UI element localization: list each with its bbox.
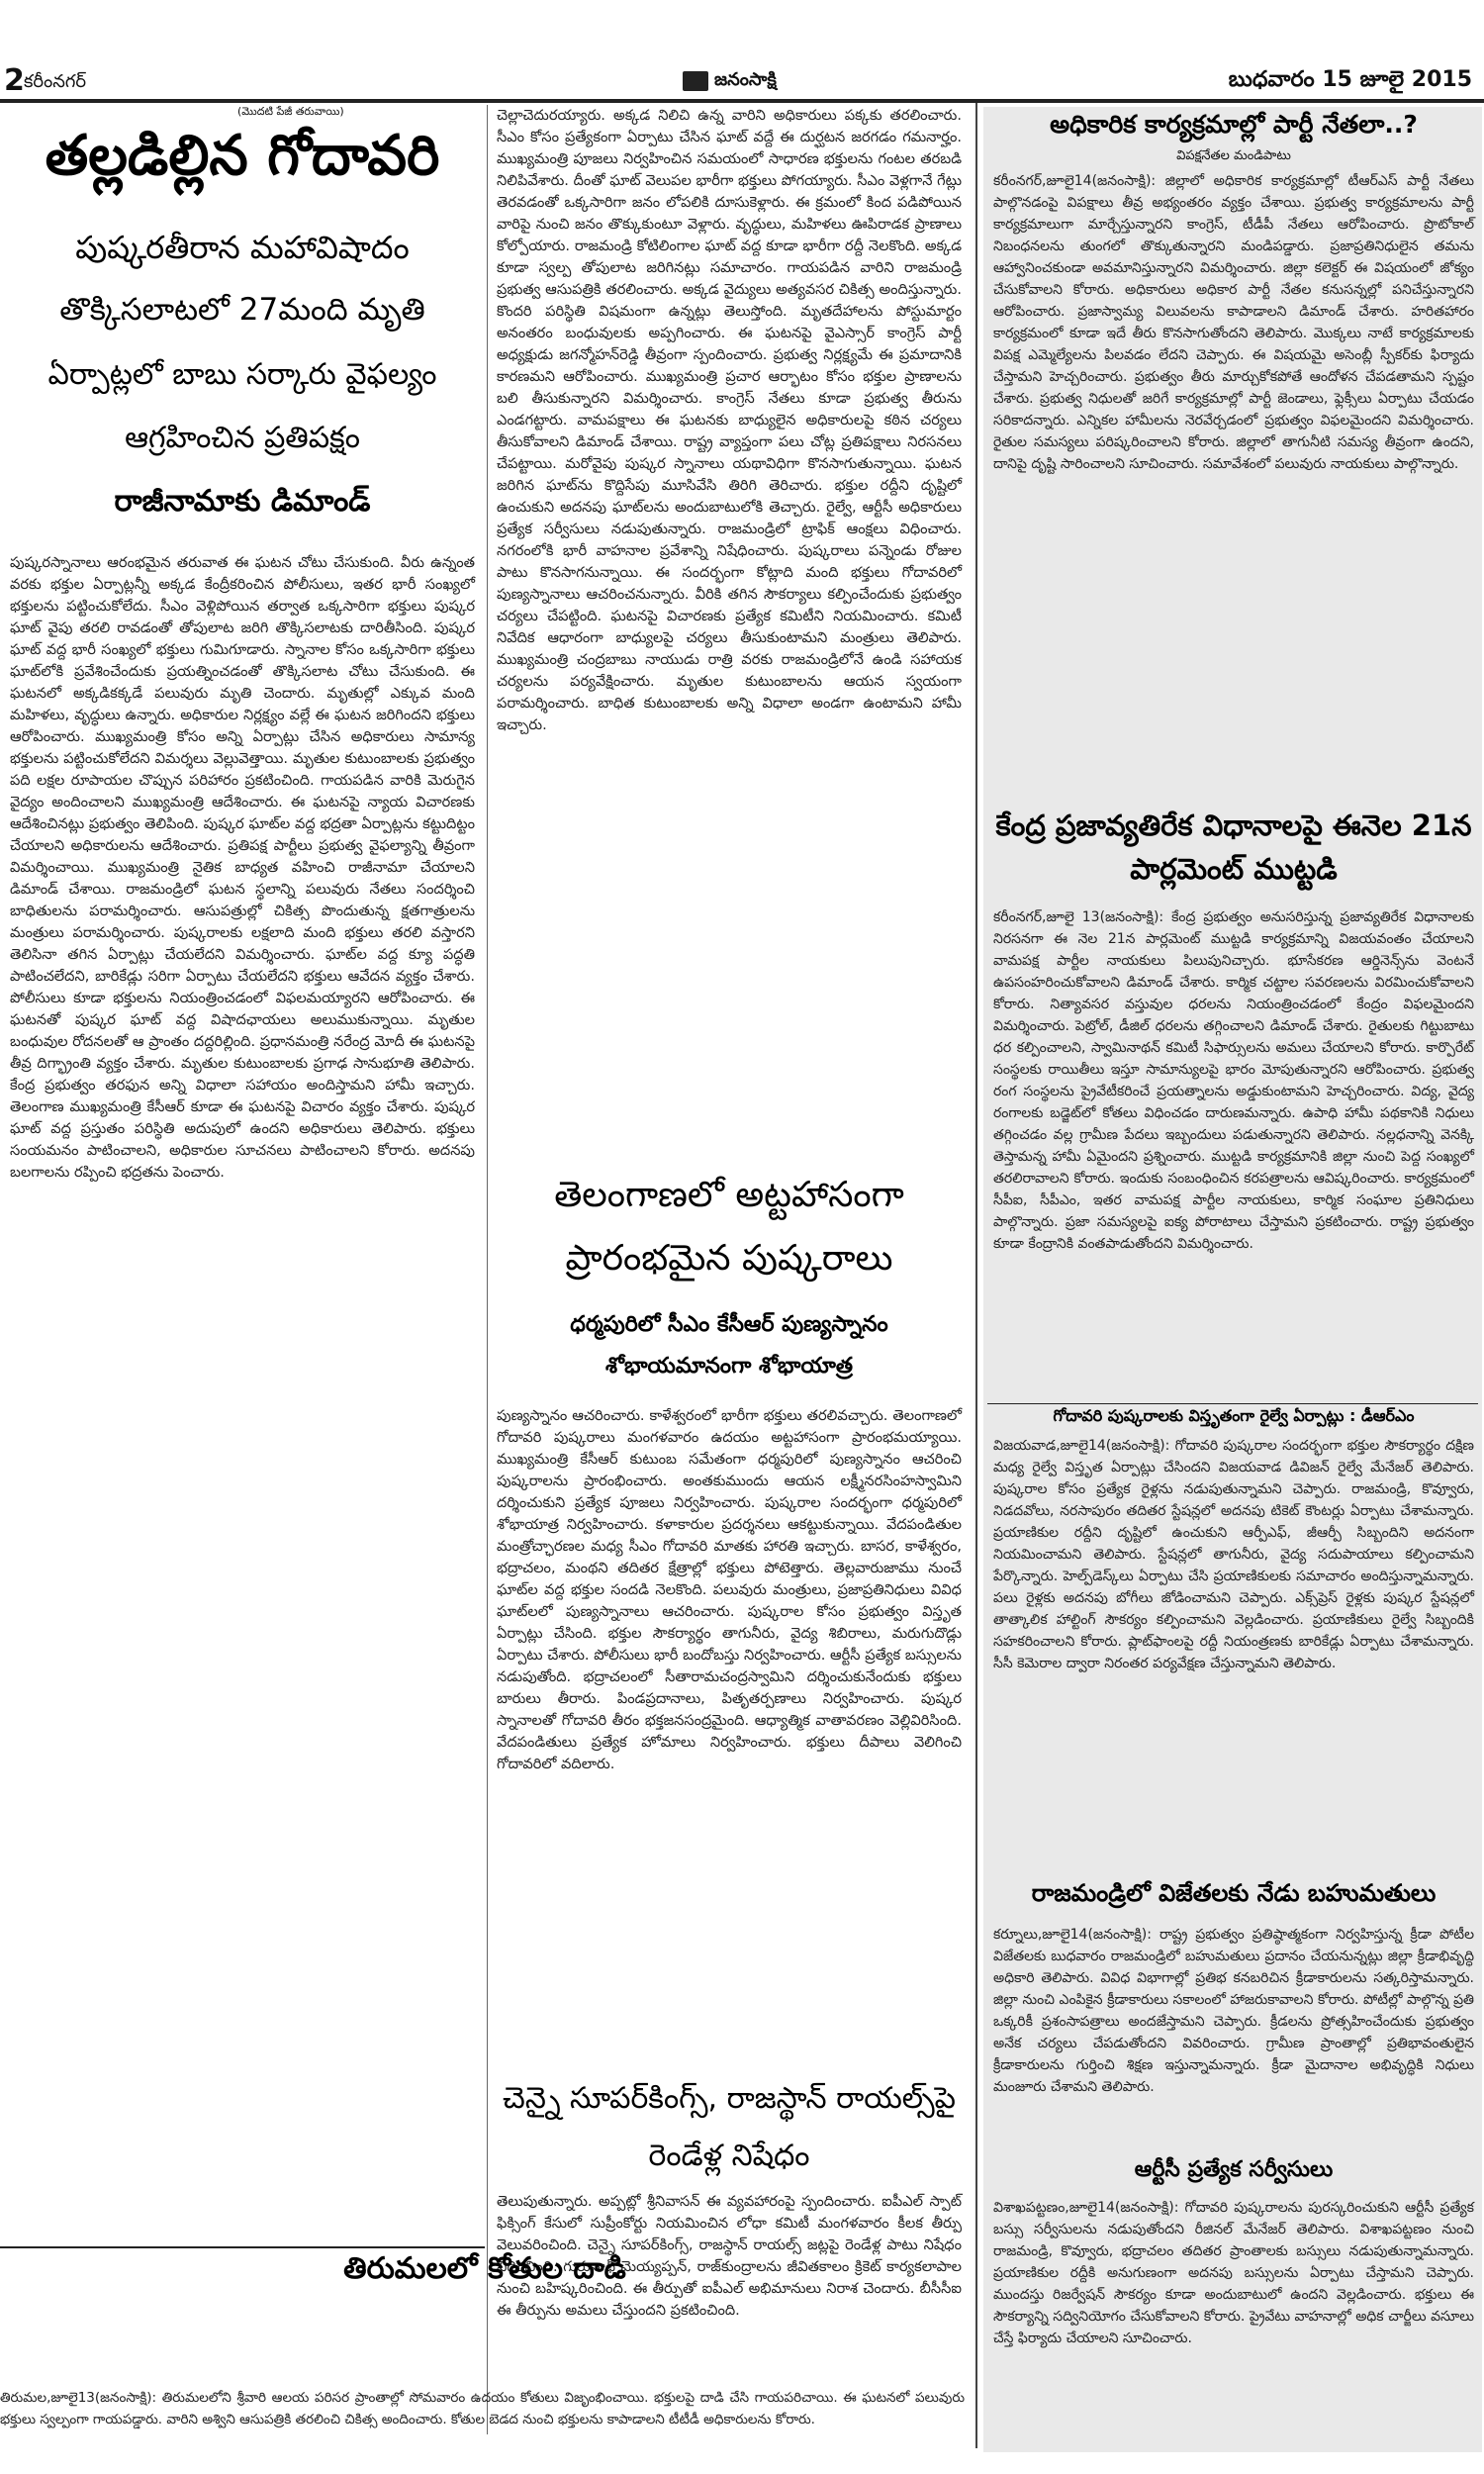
rtc-headline: ఆర్టీసీ ప్రత్యేక సర్వీసులు xyxy=(1134,2157,1334,2182)
right-top-story xyxy=(989,111,1478,804)
godavari-subhead-4: ఆగ్రహించిన ప్రతిపక్షం xyxy=(125,421,360,455)
rail-story xyxy=(989,1407,1478,1882)
godavari-subhead-3: ఏర్పాట్లలో బాబు సర్కారు వైఫల్యం xyxy=(47,357,437,392)
page-number: 2 xyxy=(4,63,25,98)
right-mid-story xyxy=(989,804,1478,1401)
godavari-subhead-5: రాజీనామాకు డిమాండ్ xyxy=(114,484,371,519)
godavari-column-1: పుష్కరస్నానాలు ఆరంభమైన తరువాత ఈ ఘటన చోటు చేసుకుంది. వీరు ఉన్నంత వరకు భక్తుల ఏర్పాట్లన్నీ అక్కడ కేంద్రీకరించిన పోలీసులు, ఇతర భారీ సంఖ్యలో భక్తులను పట్టించుకోలేదు. సీఎం వెళ్లిపోయిన తర్వాత ఒక్కసారిగా భక్తులు పుష్కర ఘాట్‌ వైపు తరలి రావడంతో తోపులాట జరిగి తొక్కిసలాటకు దారితీసింది. పుష్కర ఘాట్‌ వద్ద భారీ సంఖ్యలో భక్తులు గుమిగూడారు. స్నానాల కోసం ఒక్కసారిగా భక్తులు ఘాట్‌లోకి ప్రవేశించేందుకు ప్రయత్నించడంతో తొక్కిసలాట చోటు చేసుకుంది. ఈ ఘటనలో అక్కడికక్కడే పలువురు మృతి చెందారు. మృతుల్లో ఎక్కువ మంది మహిళలు, వృద్ధులు ఉన్నారు. అధికారుల నిర్లక్ష్యం వల్లే ఈ ఘటన జరిగిందని భక్తులు ఆరోపించారు. ముఖ్యమంత్రి కోసం అన్ని ఏర్పాట్లు చేసిన అధికారులు సామాన్య భక్తులను పట్టించుకోలేదని విమర్శలు వెల్లువెత్తాయి. మృతుల కుటుంబాలకు ప్రభుత్వం పది లక్షల రూపాయల చొప్పున పరిహారం ప్రకటించింది. గాయపడిన వారికి మెరుగైన వైద్యం అందించాలని ముఖ్యమంత్రి ఆదేశించారు. ఈ ఘటనపై న్యాయ విచారణకు ఆదేశించినట్లు ప్రభుత్వం తెలిపింది. పుష్కర ఘాట్‌ల వద్ద భద్రతా ఏర్పాట్లను కట్టుదిట్టం చేయాలని అధికారులను ఆదేశించారు. ప్రతిపక్ష పార్టీలు ప్రభుత్వ వైఫల్యాన్ని తీవ్రంగా విమర్శించాయి. ముఖ్యమంత్రి నైతిక బాధ్యత వహించి రాజీనామా చేయాలని డిమాండ్‌ చేశాయి. రాజమండ్రిలో ఘటన స్థలాన్ని పలువురు నేతలు సందర్శించి బాధితులను పరామర్శించారు. ఆసుపత్రుల్లో చికిత్స పొందుతున్న క్షతగాత్రులను మంత్రులు పరామర్శించారు. పుష్కరాలకు లక్షలాది మంది భక్తులు తరలి వస్తారని తెలిసినా తగిన ఏర్పాట్లు చేయలేదని విమర్శించారు. ఘాట్‌ల వద్ద క్యూ పద్ధతి పాటించలేదని, బారికేడ్లు సరిగా ఏర్పాటు చేయలేదని భక్తులు ఆవేదన వ్యక్తం చేశారు. పోలీసులు కూడా భక్తులను నియంత్రించడంలో విఫలమయ్యారని ఆరోపించారు. ఈ ఘటనతో పుష్కర ఘాట్‌ వద్ద విషాదఛాయలు అలుముకున్నాయి. మృతుల బంధువుల రోదనలతో ఆ ప్రాంతం దద్దరిల్లింది. ప్రధానమంత్రి నరేంద్ర మోదీ ఈ ఘటనపై తీవ్ర దిగ్భ్రాంతి వ్యక్తం చేశారు. మృతుల కుటుంబాలకు ప్రగాఢ సానుభూతి తెలిపారు. కేంద్ర ప్రభుత్వం తరఫున అన్ని విధాలా సహాయం అందిస్తామని హామీ ఇచ్చారు. తెలంగాణ ముఖ్యమంత్రి కేసీఆర్‌ కూడా ఈ ఘటనపై విచారం వ్యక్తం చేశారు. పుష్కర ఘాట్‌ వద్ద ప్రస్తుతం పరిస్థితి అదుపులో ఉందని అధికారులు తెలిపారు. భక్తులు సంయమనం పాటించాలని, అధికారుల సూచనలు పాటించాలని కోరారు. అదనపు బలగాలను రప్పించి భద్రతను పెంచారు. xyxy=(10,554,475,1181)
rtc-body: విశాఖపట్టణం,జూలై14(జనంసాక్షి): గోదావరి పుష్కరాలను పురస్కరించుకుని ఆర్టీసీ ప్రత్యేక బస్సు సర్వీసులను నడుపుతోందని రీజినల్‌ మేనేజర్‌ తెలిపారు. విశాఖపట్టణం నుంచి రాజమండ్రి, కొవ్వూరు, భద్రాచలం తదితర ప్రాంతాలకు బస్సులు నడుపుతున్నామన్నారు. ప్రయాణికుల రద్దీకి అనుగుణంగా అదనపు బస్సులను ఏర్పాటు చేస్తామని చెప్పారు. ముందస్తు రిజర్వేషన్‌ సౌకర్యం కూడా అందుబాటులో ఉందని వెల్లడించారు. భక్తులు ఈ సౌకర్యాన్ని సద్వినియోగం చేసుకోవాలని కోరారు. ప్రైవేటు వాహనాల్లో అధిక చార్జీలు వసూలు చేస్తే ఫిర్యాదు చేయాలని సూచించారు. xyxy=(993,2200,1474,2346)
csk-body: తెలుపుతున్నారు. అప్పట్లో శ్రీనివాసన్‌ ఈ వ్యవహారంపై స్పందించారు. ఐపీఎల్‌ స్పాట్‌ ఫిక్సింగ్‌ కేసులో సుప్రీంకోర్టు నియమించిన లోధా కమిటీ మంగళవారం కీలక తీర్పు వెలువరించింది. చెన్నై సూపర్‌కింగ్స్‌, రాజస్థాన్‌ రాయల్స్‌ జట్లపై రెండేళ్ల పాటు నిషేధం విధించింది. గురునాథ్‌ మెయ్యప్పన్‌, రాజ్‌కుంద్రాలను జీవితకాలం క్రికెట్‌ కార్యకలాపాల నుంచి బహిష్కరించింది. ఈ తీర్పుతో ఐపీఎల్‌ అభిమానులు నిరాశ చెందారు. బీసీసీఐ ఈ తీర్పును అమలు చేస్తుందని ప్రకటించింది. xyxy=(497,2193,962,2319)
right-top-headline: అధికారిక కార్యక్రమాల్లో పార్టీ నేతలా..? xyxy=(1050,110,1418,139)
column-divider xyxy=(487,105,488,2434)
telangana-story xyxy=(491,1156,968,2072)
rail-headline: గోదావరి పుష్కరాలకు విస్తృతంగా రైల్వే ఏర్పాట్లు : డీఆర్‌ఎం xyxy=(1053,1406,1415,1425)
continued-kicker: (మొదటి పేజీ తరువాయి) xyxy=(237,105,344,118)
right-top-body: కరీంనగర్‌,జూలై14(జనంసాక్షి): జిల్లాలో అధికారిక కార్యక్రమాల్లో టీఆర్‌ఎస్‌ పార్టీ నేతలు పాల్గొనడంపై విపక్షాలు తీవ్ర అభ్యంతరం వ్యక్తం చేశాయి. ప్రభుత్వ కార్యక్రమాలను పార్టీ కార్యక్రమాలుగా మార్చేస్తున్నారని కాంగ్రెస్‌, టీడీపీ నేతలు ఆరోపించారు. ప్రొటోకాల్‌ నిబంధనలను తుంగలో తొక్కుతున్నారని మండిపడ్డారు. ప్రజాప్రతినిధులైన తమను ఆహ్వానించకుండా అవమానిస్తున్నారని విమర్శించారు. జిల్లా కలెక్టర్‌ ఈ విషయంలో జోక్యం చేసుకోవాలని కోరారు. అధికారులు అధికార పార్టీ నేతల కనుసన్నల్లో పనిచేస్తున్నారని ఆరోపించారు. ప్రజాస్వామ్య విలువలను కాపాడాలని డిమాండ్‌ చేశారు. హరితహారం కార్యక్రమంలో కూడా ఇదే తీరు కొనసాగుతోందని తెలిపారు. మొక్కలు నాటే కార్యక్రమాలకు విపక్ష ఎమ్మెల్యేలను పిలవడం లేదని చెప్పారు. ఈ విషయమై అసెంబ్లీ స్పీకర్‌కు ఫిర్యాదు చేస్తామని హెచ్చరించారు. ప్రభుత్వం తీరు మార్చుకోకపోతే ఆందోళన చేపడతామని స్పష్టం చేశారు. ప్రభుత్వ నిధులతో జరిగే కార్యక్రమాల్లో పార్టీ జెండాలు, ఫ్లెక్సీలు ఏర్పాటు చేయడం సరికాదన్నారు. ఎన్నికల హామీలను నెరవేర్చడంలో ప్రభుత్వం విఫలమైందని విమర్శించారు. రైతుల సమస్యలు పరిష్కరించాలని కోరారు. జిల్లాలో తాగునీటి సమస్య తీవ్రంగా ఉందని, దానిపై దృష్టి సారించాలని సూచించారు. సమావేశంలో పలువురు నాయకులు పాల్గొన్నారు. xyxy=(993,173,1474,472)
paper-name: జనంసాక్షి xyxy=(714,68,777,90)
right-top-byline: విపక్షనేతల మండిపాటు xyxy=(1176,148,1291,163)
godavari-subhead-2: తొక్కిసలాటలో 27మంది మృతి xyxy=(59,292,425,328)
rajahmundry-story xyxy=(989,1880,1478,2177)
right-mid-headline: కేంద్ర ప్రజావ్యతిరేక విధానాలపై ఈనెల 21న పార్లమెంట్‌ ముట్టడి xyxy=(995,809,1472,886)
rajahmundry-headline: రాజమండ్రిలో విజేతలకు నేడు బహుమతులు xyxy=(1031,1879,1437,1907)
godavari-subhead-1: పుష్కరతీరాన మహావిషాదం xyxy=(75,229,410,266)
rail-rule xyxy=(987,1403,1478,1404)
tirumala-body: తిరుమల,జూలై13(జనంసాక్షి): తిరుమలలోని శ్రీవారి ఆలయ పరిసర ప్రాంతాల్లో సోమవారం ఉదయం కోతులు విజృంభించాయి. భక్తులపై దాడి చేసి గాయపరిచాయి. ఈ ఘటనలో పలువురు భక్తులు స్వల్పంగా గాయపడ్డారు. వారిని అశ్విని ఆసుపత్రికి తరలించి చికిత్స అందించారు. కోతుల బెడద నుంచి భక్తులను కాపాడాలని టీటీడీ అధికారులను కోరారు. xyxy=(0,2390,965,2427)
rtc-story xyxy=(989,2157,1478,2444)
telangana-headline: తెలంగాణలో అట్టహాసంగా ప్రారంభమైన పుష్కరాలు xyxy=(554,1175,904,1279)
godavari-column-2: చెల్లాచెదురయ్యారు. అక్కడ నిలిచి ఉన్న వారిని అధికారులు పక్కకు తరలించారు. సీఎం కోసం ప్రత్యేకంగా ఏర్పాటు చేసిన ఘాట్‌ వద్దే ఈ దుర్ఘటన జరగడం గమనార్హం. ముఖ్యమంత్రి పూజలు నిర్వహించిన సమయంలో సాధారణ భక్తులను గంటల తరబడి నిలిపివేశారు. దీంతో ఘాట్‌ వెలుపల భారీగా భక్తులు పోగయ్యారు. సీఎం వెళ్లగానే గేట్లు తెరవడంతో ఒక్కసారిగా జనం లోపలికి దూసుకెళ్లారు. ఈ క్రమంలో కింద పడిపోయిన వారిపై నుంచి జనం తొక్కుకుంటూ వెళ్లారు. వృద్ధులు, మహిళలు ఊపిరాడక ప్రాణాలు కోల్పోయారు. రాజమండ్రి కోటిలింగాల ఘాట్‌ వద్ద కూడా భారీగా రద్దీ నెలకొంది. అక్కడ కూడా స్వల్ప తోపులాట జరిగినట్లు సమాచారం. గాయపడిన వారిని రాజమండ్రి ప్రభుత్వ ఆసుపత్రికి తరలించారు. అక్కడ వైద్యులు అత్యవసర చికిత్స అందిస్తున్నారు. కొందరి పరిస్థితి విషమంగా ఉన్నట్లు తెలుస్తోంది. మృతదేహాలను పోస్టుమార్టం అనంతరం బంధువులకు అప్పగించారు. ఈ ఘటనపై వైఎస్సార్‌ కాంగ్రెస్‌ పార్టీ అధ్యక్షుడు జగన్మోహన్‌రెడ్డి తీవ్రంగా స్పందించారు. ప్రభుత్వ నిర్లక్ష్యమే ఈ ప్రమాదానికి కారణమని ఆరోపించారు. ముఖ్యమంత్రి ప్రచార ఆర్భాటం కోసం భక్తుల ప్రాణాలను బలి తీసుకున్నారని విమర్శించారు. కాంగ్రెస్‌ నేతలు కూడా ప్రభుత్వ తీరును ఎండగట్టారు. వామపక్షాలు ఈ ఘటనకు బాధ్యులైన అధికారులపై కఠిన చర్యలు తీసుకోవాలని డిమాండ్‌ చేశాయి. రాష్ట్ర వ్యాప్తంగా పలు చోట్ల ప్రతిపక్షాలు నిరసనలు చేపట్టాయి. మరోవైపు పుష్కర స్నానాలు యథావిధిగా కొనసాగుతున్నాయి. ఘటన జరిగిన ఘాట్‌ను కొద్దిసేపు మూసివేసి తిరిగి తెరిచారు. భక్తుల రద్దీని దృష్టిలో ఉంచుకుని అదనపు ఘాట్‌లను అందుబాటులోకి తెచ్చారు. రైల్వే, ఆర్టీసీ అధికారులు ప్రత్యేక సర్వీసులు నడుపుతున్నారు. రాజమండ్రిలో ట్రాఫిక్‌ ఆంక్షలు విధించారు. నగరంలోకి భారీ వాహనాల ప్రవేశాన్ని నిషేధించారు. పుష్కరాలు పన్నెండు రోజుల పాటు కొనసాగనున్నాయి. ఈ సందర్భంగా కోట్లాది మంది భక్తులు గోదావరిలో పుణ్యస్నానాలు ఆచరించనున్నారు. వీరికి తగిన సౌకర్యాలు కల్పించేందుకు ప్రభుత్వం చర్యలు చేపట్టింది. ఘటనపై విచారణకు ప్రత్యేక కమిటీని నియమించారు. కమిటీ నివేదిక ఆధారంగా బాధ్యులపై చర్యలు తీసుకుంటామని మంత్రులు తెలిపారు. ముఖ్యమంత్రి చంద్రబాబు నాయుడు రాత్రి వరకు రాజమండ్రిలోనే ఉండి సహాయక చర్యలను పర్యవేక్షించారు. మృతుల కుటుంబాలను ఆయన స్వయంగా పరామర్శించారు. బాధిత కుటుంబాలకు అన్ని విధాలా అండగా ఉంటామని హామీ ఇచ్చారు. xyxy=(497,107,962,733)
csk-headline: చెన్నై సూపర్‌కింగ్స్‌, రాజస్థాన్‌ రాయల్స్‌పై రెండేళ్ల నిషేధం xyxy=(503,2081,956,2173)
section-name: కరీంనగర్ xyxy=(24,71,86,92)
paper-logo xyxy=(683,67,777,95)
telangana-body: పుణ్యస్నానం ఆచరించారు. కాళేశ్వరంలో భారీగా భక్తులు తరలివచ్చారు. తెలంగాణలో గోదావరి పుష్కరాలు మంగళవారం ఉదయం అట్టహాసంగా ప్రారంభమయ్యాయి. ముఖ్యమంత్రి కేసీఆర్‌ కుటుంబ సమేతంగా ధర్మపురిలో పుణ్యస్నానం ఆచరించి పుష్కరాలను ప్రారంభించారు. అంతకుముందు ఆయన లక్ష్మీనరసింహస్వామిని దర్శించుకుని ప్రత్యేక పూజలు నిర్వహించారు. పుష్కరాల సందర్భంగా ధర్మపురిలో శోభాయాత్ర నిర్వహించారు. కళాకారుల ప్రదర్శనలు ఆకట్టుకున్నాయి. వేదపండితుల మంత్రోచ్ఛారణల మధ్య సీఎం గోదావరి మాతకు హారతి ఇచ్చారు. బాసర, కాళేశ్వరం, భద్రాచలం, మంథని తదితర క్షేత్రాల్లో భక్తులు పోటెత్తారు. తెల్లవారుజాము నుంచే ఘాట్‌ల వద్ద భక్తుల సందడి నెలకొంది. పలువురు మంత్రులు, ప్రజాప్రతినిధులు వివిధ ఘాట్‌లలో పుణ్యస్నానాలు ఆచరించారు. పుష్కరాల కోసం ప్రభుత్వం విస్తృత ఏర్పాట్లు చేసింది. భక్తుల సౌకర్యార్థం తాగునీరు, వైద్య శిబిరాలు, మరుగుదొడ్లు ఏర్పాటు చేశారు. పోలీసులు భారీ బందోబస్తు నిర్వహించారు. ఆర్టీసీ ప్రత్యేక బస్సులను నడుపుతోంది. భద్రాచలంలో సీతారామచంద్రస్వామిని దర్శించుకునేందుకు భక్తులు బారులు తీరారు. పిండప్రదానాలు, పితృతర్పణాలు నిర్వహించారు. పుష్కర స్నానాలతో గోదావరి తీరం భక్తజనసంద్రమైంది. ఆధ్యాత్మిక వాతావరణం వెల్లివిరిసింది. వేదపండితులు ప్రత్యేక హోమాలు నిర్వహించారు. భక్తులు దీపాలు వెలిగించి గోదావరిలో వదిలారు. xyxy=(497,1407,962,1772)
right-column-divider xyxy=(975,103,977,2448)
issue-date: బుధవారం 15 జూలై 2015 xyxy=(1228,67,1472,92)
rail-body: విజయవాడ,జూలై14(జనంసాక్షి): గోదావరి పుష్కరాల సందర్భంగా భక్తుల సౌకర్యార్థం దక్షిణ మధ్య రైల్వే విస్తృత ఏర్పాట్లు చేసిందని విజయవాడ డివిజన్‌ రైల్వే మేనేజర్‌ తెలిపారు. పుష్కరాల కోసం ప్రత్యేక రైళ్లను నడుపుతున్నామని చెప్పారు. రాజమండ్రి, కొవ్వూరు, నిడదవోలు, నరసాపురం తదితర స్టేషన్లలో అదనపు టికెట్‌ కౌంటర్లు ఏర్పాటు చేశామన్నారు. ప్రయాణికుల రద్దీని దృష్టిలో ఉంచుకుని ఆర్పీఎఫ్‌, జీఆర్పీ సిబ్బందిని అదనంగా నియమించామని తెలిపారు. స్టేషన్లలో తాగునీరు, వైద్య సదుపాయాలు కల్పించామని పేర్కొన్నారు. హెల్ప్‌డెస్క్‌లు ఏర్పాటు చేసి ప్రయాణికులకు సమాచారం అందిస్తున్నామన్నారు. పలు రైళ్లకు అదనపు బోగీలు జోడించామని చెప్పారు. ఎక్స్‌ప్రెస్‌ రైళ్లకు పుష్కర స్టేషన్లలో తాత్కాలిక హాల్టింగ్‌ సౌకర్యం కల్పించామని వెల్లడించారు. ప్రయాణికులు రైల్వే సిబ్బందికి సహకరించాలని కోరారు. ప్లాట్‌ఫాంలపై రద్దీ నియంత్రణకు బారికేడ్లు ఏర్పాటు చేశామన్నారు. సీసీ కెమెరాల ద్వారా నిరంతర పర్యవేక్షణ చేస్తున్నామని తెలిపారు. xyxy=(993,1438,1474,1671)
tirumala-rule xyxy=(0,2246,485,2248)
masthead-rule xyxy=(0,99,1484,103)
right-mid-body: కరీంనగర్‌,జూలై 13(జనంసాక్షి): కేంద్ర ప్రభుత్వం అనుసరిస్తున్న ప్రజావ్యతిరేక విధానాలకు నిరసనగా ఈ నెల 21న పార్లమెంట్‌ ముట్టడి కార్యక్రమాన్ని విజయవంతం చేయాలని వామపక్ష పార్టీల నాయకులు పిలుపునిచ్చారు. భూసేకరణ ఆర్డినెన్స్‌ను వెంటనే ఉపసంహరించుకోవాలని డిమాండ్‌ చేశారు. కార్మిక చట్టాల సవరణలను విరమించుకోవాలని కోరారు. నిత్యావసర వస్తువుల ధరలను నియంత్రించడంలో కేంద్రం విఫలమైందని విమర్శించారు. పెట్రోల్‌, డీజిల్‌ ధరలను తగ్గించాలని డిమాండ్‌ చేశారు. రైతులకు గిట్టుబాటు ధర కల్పించాలని, స్వామినాథన్‌ కమిటీ సిఫార్సులను అమలు చేయాలని కోరారు. కార్పొరేట్‌ సంస్థలకు రాయితీలు ఇస్తూ సామాన్యులపై భారం మోపుతున్నారని ఆరోపించారు. ప్రభుత్వ రంగ సంస్థలను ప్రైవేటీకరించే ప్రయత్నాలను అడ్డుకుంటామని హెచ్చరించారు. విద్య, వైద్య రంగాలకు బడ్జెట్‌లో కోతలు విధించడం దారుణమన్నారు. ఉపాధి హామీ పథకానికి నిధులు తగ్గించడం వల్ల గ్రామీణ పేదలు ఇబ్బందులు పడుతున్నారని తెలిపారు. నల్లధనాన్ని వెనక్కి తెస్తామన్న హామీ ఏమైందని ప్రశ్నించారు. ముట్టడి కార్యక్రమానికి జిల్లా నుంచి పెద్ద సంఖ్యలో తరలిరావాలని కోరారు. ఇందుకు సంబంధించిన కరపత్రాలను ఆవిష్కరించారు. కార్యక్రమంలో సీపీఐ, సీపీఎం, ఇతర వామపక్ష పార్టీల నాయకులు, కార్మిక సంఘాల ప్రతినిధులు పాల్గొన్నారు. ప్రజా సమస్యలపై ఐక్య పోరాటాలు చేస్తామని ప్రకటించారు. రాష్ట్ర ప్రభుత్వం కూడా కేంద్రానికి వంతపాడుతోందని విమర్శించారు. xyxy=(993,909,1474,1252)
tirumala-headline: తిరుమలలో కోతుల దాడి xyxy=(343,2251,626,2286)
telangana-subhead-2: శోభాయమానంగా శోభాయాత్ర xyxy=(605,1354,853,1379)
telangana-subhead: ధర్మపురిలో సీఎం కేసీఆర్‌ పుణ్యస్నానం xyxy=(570,1312,888,1337)
csk-story xyxy=(491,2066,968,2359)
newspaper-icon xyxy=(683,71,708,91)
godavari-headline: తల్లడిల్లిన గోదావరి xyxy=(45,124,440,188)
rajahmundry-body: కర్నూలు,జూలై14(జనంసాక్షి): రాష్ట్ర ప్రభుత్వం ప్రతిష్ఠాత్మకంగా నిర్వహిస్తున్న క్రీడా పోటీల విజేతలకు బుధవారం రాజమండ్రిలో బహుమతులు ప్రదానం చేయనున్నట్లు జిల్లా క్రీడాభివృద్ధి అధికారి తెలిపారు. వివిధ విభాగాల్లో ప్రతిభ కనబరిచిన క్రీడాకారులను సత్కరిస్తామన్నారు. జిల్లా నుంచి ఎంపికైన క్రీడాకారులు సకాలంలో హాజరుకావాలని కోరారు. పోటీల్లో పాల్గొన్న ప్రతి ఒక్కరికీ ప్రశంసాపత్రాలు అందజేస్తామని చెప్పారు. క్రీడలను ప్రోత్సహించేందుకు ప్రభుత్వం అనేక చర్యలు చేపడుతోందని వివరించారు. గ్రామీణ ప్రాంతాల్లో ప్రతిభావంతులైన క్రీడాకారులను గుర్తించి శిక్షణ ఇస్తున్నామన్నారు. క్రీడా మైదానాల అభివృద్ధికి నిధులు మంజూరు చేశామని తెలిపారు. xyxy=(993,1927,1474,2095)
